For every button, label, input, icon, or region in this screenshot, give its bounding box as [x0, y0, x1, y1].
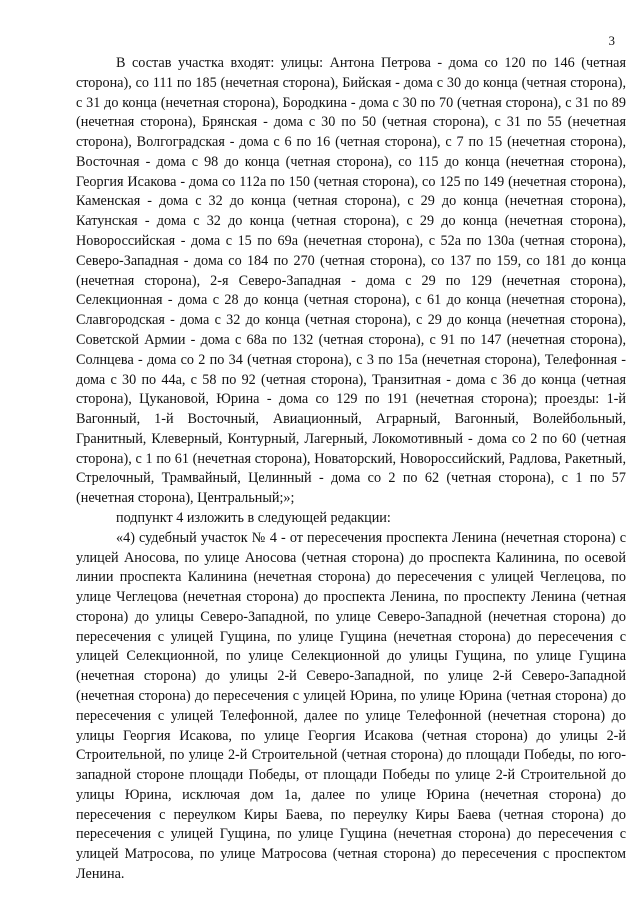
document-body [76, 54, 626, 885]
page-number: 3 [608, 33, 615, 48]
paragraph-district-composition: В состав участка входят: улицы: Антона Петрова - дома со 120 по 146 (четная сторона), со 111 по 185 (нечетная сторона), Бийская - дома с 30 до конца (четная сторона), с 31 до конца (нечетная сторона), Бородкина - дома с 30 по 70 (четная сторона), с 31 по 89 (нечетная сторона), Брянская - дома с 30 по 50 (четная сторона), с 31 по 55 (нечетная сторона), Волгоградская - дома с 6 по 16 (четная сторона), с 7 по 15 (нечетная сторона), Восточная - дома с 98 до конца (четная сторона), со 115 до конца (нечетная сторона), Георгия Исакова - дома со 112а по 150 (четная сторона), со 125 по 149 (нечетная сторона), Каменская - дома с 32 до конца (четная сторона), с 29 до конца (нечетная сторона), Катунская - дома с 32 до конца (четная сторона), с 29 до конца (нечетная сторона), Новороссийская - дома с 15 по 69а (нечетная сторона), с 52а по 130а (четная сторона), Северо-Западная - дома со 184 по 270 (четная сторона), со 137 по 159, со 181 до конца (нечетная сторона), 2-я Северо-Западная - дома с 29 по 129 (нечетная сторона), Селекционная - дома с 28 до конца (четная сторона), с 61 до конца (нечетная сторона), Славгородская - дома с 32 до конца (четная сторона), с 29 до конца (нечетная сторона), Советской Армии - дома с 68а по 132 (четная сторона), с 91 по 147 (нечетная сторона), Солнцева - дома со 2 по 34 (четная сторона), с 3 по 15а (нечетная сторона), Телефонная - дома с 30 по 44а, с 58 по 92 (четная сторона), Транзитная - дома с 36 до конца (четная сторона), Цукановой, Юрина - дома со 129 по 191 (нечетная сторона); проезды: 1-й Вагонный, 1-й Восточный, Авиационный, Аграрный, Вагонный, Волейбольный, Гранитный, Клеверный, Контурный, Лагерный, Локомотивный - дома со 2 по 60 (четная сторона), с 1 по 61 (нечетная сторона), Новаторский, Новороссийский, Радлова, Ракетный, Стрелочный, Трамвайный, Целинный - дома со 2 по 62 (четная сторона), с 1 по 57 (нечетная сторона), Центральный;»; [76, 55, 626, 507]
paragraph-court-district-4: «4) судебный участок № 4 - от пересечения проспекта Ленина (нечетная сторона) с улицей Аносова, по улице Аносова (четная сторона) до проспекта Калинина, по осевой линии проспекта Калинина (нечетная сторона) до пересечения с улицей Чеглецова, по улице Чеглецова (нечетная сторона) до проспекта Ленина, по проспекту Ленина (четная сторона) до улицы Северо-Западной, по улице Северо-Западной (нечетная сторона) до пересечения с улицей Гущина, по улице Гущина (нечетная сторона) до пересечения с улицей Селекционной, по улице Селекционной до улицы Гущина, по улице Гущина (нечетная сторона) до улицы 2-й Северо-Западной, по улице 2-й Северо-Западной (нечетная сторона) до пересечения с улицей Юрина, по улице Юрина (четная сторона) до пересечения с улицей Телефонной, далее по улице Телефонной (нечетная сторона) до улицы Георгия Исакова, по улице Георгия Исакова (четная сторона) до улицы 2-й Строительной, по улице 2-й Строительной (четная сторона) до площади Победы, по юго-западной стороне площади Победы, от площади Победы по улице 2-й Строительной до улицы Юрина, исключая дом 1а, далее по улице Юрина (нечетная сторона) до пересечения с переулком Киры Баева, по переулку Киры Баева (четная сторона) до пересечения с улицей Гущина, по улице Гущина (нечетная сторона) до пересечения с улицей Матросова, по улице Матросова (четная сторона) до пересечения с проспектом Ленина. [76, 529, 626, 883]
paragraph-subclause-instruction: подпункт 4 изложить в следующей редакции: [116, 509, 391, 526]
